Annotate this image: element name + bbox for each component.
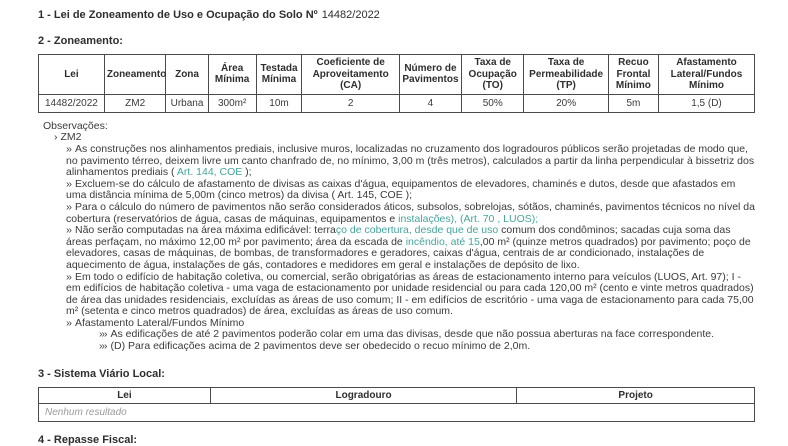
col-header-recuo-frontal: Recuo Frontal Mínimo bbox=[608, 55, 658, 95]
road-table-empty-row bbox=[39, 404, 755, 422]
observation-text: As construções nos alinhamentos prediais, inclusive muros, localizadas no cruzamento dos logradouros públicos serão projetadas de modo que, no pavimento térreo, deixem livre um canto chanfrado de, no mínimo, 3,00 m (três metros), calculados a partir da linha perpendicular à bissetriz dos alinhamentos prediais ( bbox=[66, 142, 755, 179]
zoning-table bbox=[38, 54, 755, 113]
observation-text: ); bbox=[242, 166, 252, 179]
cell-recuo-frontal: 5m bbox=[608, 94, 658, 112]
bullet-marker: › bbox=[54, 131, 57, 144]
observation-text: Em todo o edifício de habitação coletiva, ou comercial, serão obrigatórias as áreas de estacionamento interno para veículos (LUOS, Art. 97); I - em edifícios de habitação coletiva - uma vaga de estacionamento por unidade residencial ou para cada 120,00 m² (cento e vinte metros quadrados) de área das unidades residenciais, excluídas as áreas de uso comum; II - em edifícios de escritório - uma vaga de estacionamento para cada 75,00 m² (setenta e cinco metros quadrados) de área, excluídas as áreas de uso comum. bbox=[66, 270, 754, 318]
road-table-header-row bbox=[39, 387, 755, 404]
cell-zona: Urbana bbox=[166, 94, 208, 112]
observation-text: instalações), (Art. 70 , LUOS); bbox=[398, 212, 539, 225]
section-1-title bbox=[38, 9, 755, 21]
cell-taxa-ocupacao: 50% bbox=[462, 94, 524, 112]
cell-taxa-permeabilidade: 20% bbox=[524, 94, 608, 112]
observation-text: ,00 m² (quinze metros quadrados) por pavimento; poço de elevadores, casas de máquinas, de bombas, de transformadores e geradores, caixas d'água, centrais de ar condicionado, instalações de aquecimento de água, instalações de gás, contadores e medidores em geral e instalações de depósito de lixo. bbox=[66, 235, 751, 271]
bullet-marker: ››› bbox=[99, 340, 107, 353]
cell-area-minima: 300m² bbox=[208, 94, 256, 112]
section-1-title-text: 1 - Lei de Zoneamento de Uso e Ocupação do Solo Nº bbox=[38, 9, 318, 21]
observation-item bbox=[38, 225, 755, 271]
road-system-table bbox=[38, 387, 755, 423]
section-4-title: 4 - Repasse Fiscal: bbox=[38, 434, 138, 446]
bullet-marker: ›› bbox=[66, 270, 71, 283]
observation-item bbox=[38, 144, 755, 179]
bullet-marker: ›› bbox=[66, 224, 71, 237]
bullet-marker: ››› bbox=[99, 328, 107, 341]
bullet-marker: ›› bbox=[66, 316, 71, 329]
bullet-marker: ›› bbox=[66, 177, 71, 190]
col-header-area-minima: Área Mínima bbox=[208, 55, 256, 95]
observation-text: Afastamento Lateral/Fundos Mínimo bbox=[75, 316, 245, 329]
law-number: 14482/2022 bbox=[321, 9, 380, 21]
bullet-marker: ›› bbox=[66, 200, 71, 213]
col-header-testada-minima: Testada Mínima bbox=[256, 55, 302, 95]
bullet-marker: ›› bbox=[66, 142, 71, 155]
observation-text: incêndio, até 15 bbox=[405, 235, 480, 248]
section-3-title: 3 - Sistema Viário Local: bbox=[38, 367, 165, 380]
cell-zoneamento: ZM2 bbox=[104, 94, 166, 112]
col-header-coeficiente: Coeficiente de Aproveitamento (CA) bbox=[302, 55, 399, 95]
no-results-text: Nenhum resultado bbox=[39, 404, 755, 422]
observation-item bbox=[38, 202, 755, 225]
observation-text: comum dos condôminos; sacadas cuja soma das áreas perfaçam, no máximo 12,00 m² por pavimento; área da escada de bbox=[66, 224, 731, 248]
observations-label: Observações: bbox=[43, 119, 108, 132]
observation-text: Não serão computadas na área máxima edificável: terra bbox=[75, 224, 336, 237]
observation-item bbox=[38, 272, 755, 318]
observation-text: Para o cálculo do número de pavimentos não serão considerados áticos, subsolos, sobrelojas, sótãos, chaminés, pavimentos técnicos no nível da cobertura (reservatórios de água, casas de máquinas, equipamentos e bbox=[66, 200, 755, 225]
section-2-title: 2 - Zoneamento: bbox=[38, 35, 123, 47]
col-header-lei: Lei bbox=[39, 55, 105, 95]
cell-afastamento: 1,5 (D) bbox=[658, 94, 754, 112]
col-header-road-lei: Lei bbox=[39, 387, 211, 404]
observation-item bbox=[38, 341, 755, 353]
col-header-afastamento: Afastamento Lateral/Fundos Mínimo bbox=[658, 55, 754, 95]
col-header-pavimentos: Número de Pavimentos bbox=[399, 55, 461, 95]
col-header-taxa-ocupacao: Taxa de Ocupação (TO) bbox=[462, 55, 524, 95]
col-header-logradouro: Logradouro bbox=[210, 387, 516, 404]
observation-text: As edificações de até 2 pavimentos poderão colar em uma das divisas, desde que não possua aberturas na face correspondente. bbox=[110, 328, 715, 341]
cell-testada-minima: 10m bbox=[256, 94, 302, 112]
cell-pavimentos: 4 bbox=[399, 94, 461, 112]
cell-coeficiente: 2 bbox=[302, 94, 399, 112]
observation-text: Excluem-se do cálculo de afastamento de divisas as caixas d'água, equipamentos de elevadores, chaminés e dutos, desde que afastados em uma distância mínima de 5,00m (cinco metros) da divisa ( Art. 145, COE ); bbox=[66, 177, 736, 202]
cell-lei: 14482/2022 bbox=[39, 94, 105, 112]
observation-text: ço de cobertura, desde que de uso bbox=[335, 224, 499, 237]
col-header-zona: Zona bbox=[166, 55, 208, 95]
zone-name: ZM2 bbox=[60, 131, 82, 144]
observations-list bbox=[38, 144, 755, 353]
col-header-projeto: Projeto bbox=[517, 387, 755, 404]
observation-item bbox=[38, 179, 755, 202]
observation-text: Art. 144, COE bbox=[176, 166, 243, 179]
observation-text: (D) Para edificações acima de 2 pavimentos deve ser obedecido o recuo mínimo de 2,0m. bbox=[110, 340, 531, 353]
observations-section bbox=[38, 121, 755, 353]
col-header-taxa-permeabilidade: Taxa de Permeabilidade (TP) bbox=[524, 55, 608, 95]
col-header-zoneamento: Zoneamento bbox=[104, 55, 166, 95]
zoning-table-data-row bbox=[39, 94, 755, 112]
zoning-table-header-row bbox=[39, 55, 755, 95]
